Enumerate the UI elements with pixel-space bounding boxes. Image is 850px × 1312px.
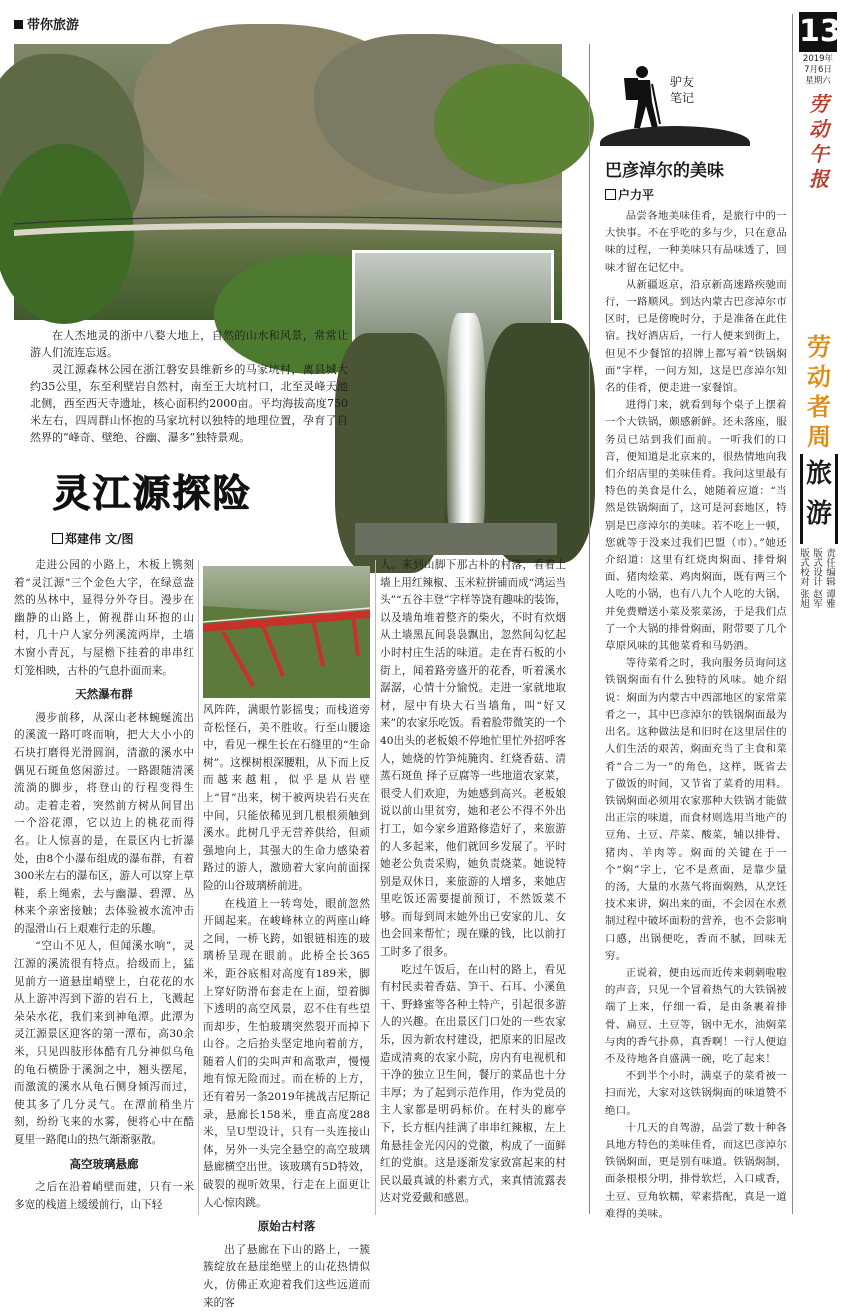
issue-date: 2019年 7月6日 星期六 xyxy=(802,54,834,86)
hiker-icon xyxy=(618,64,662,132)
waterfall-stream xyxy=(447,313,485,543)
square-bullet-icon xyxy=(14,20,23,29)
column-header xyxy=(600,60,750,146)
article-column-1 xyxy=(14,557,194,1217)
side-paragraph: 正说着，便由远而近传来刺刺啦啦的声音，只见一个冒着热气的大铁锅被端了上来，仔细一看，是由条裹着排骨、扁豆、土豆等，锅中无水，油焖菜与肉的香气扑鼻，真香啊！一行人便迫不及待地各自盛满一碗，吃了起来！ xyxy=(605,966,787,1065)
side-paragraph: 不到半个小时，满桌子的菜肴被一扫而光，大家对这铁锅焖面的味道赞不绝口。 xyxy=(605,1070,787,1117)
side-article-author: 户力平 xyxy=(605,186,654,203)
bridge-illustration xyxy=(203,566,370,698)
article-title: 灵江源探险 xyxy=(52,471,253,515)
body-paragraph: 漫步前移，从深山老林蜿蜒流出的溪流一路叮咚而响，把大大小小的石块打磨得光滑圆润，清澈的溪水中偶见石斑鱼悠闲游过。一路跟随清溪流淌的脚步，将登山的行程变得生动。走着走着，突然前方树从间冒出一个浴花潭，它以边上的桃花而得名。让人惊喜的是，在景区内七折瀑处，由8个小瀑布组成的瀑布群，有着300米左右的瀑布区，游人可以穿上草鞋，系上绳索，去与幽瀑、碧潭、丛林来个亲密接触；去体验被水流冲击的湿滑山石上艰难行走的乐趣。 xyxy=(14,711,194,935)
body-paragraph: 之后在沿着峭壁而建，只有一米多宽的栈道上缓缓前行，山下轻 xyxy=(14,1181,194,1211)
glass-bridge-photo xyxy=(203,566,370,698)
side-paragraph: 等待菜肴之时，我向服务员询问这铁锅焖面有什么独特的风味。她介绍说：焖面为内蒙古中西部地区的家常菜肴之一，其中巴彦淖尔的铁锅焖面最为出名。这种做法是和旧时在这里居住的人们生活的艰苦，焖面充当了主食和菜肴“合二为一”的角色，这样，既省去了做饭的时间，又节省了菜肴的用料。铁锅焖面必须用农家那种大铁锅才能做出正宗的味道，而食材则选用当地产的豆角、土豆、芹菜、酸菜，辅以排骨、猪肉、羊肉等。焖面的关键在于一个“焖”字上，它不是煮面，是靠少量的汤，大量的水蒸气将面焖熟，从烹饪技术来讲，焖出来的面，不会因在水煮制过程中破坏面粉的营养，也不会影响口感，出锅便吃，香而不腻，回味无穷。 xyxy=(605,657,787,962)
page-divider xyxy=(589,44,590,1214)
article-byline: 郑建伟 文/图 xyxy=(52,530,134,547)
byline-box-icon xyxy=(605,189,616,200)
body-paragraph: 走进公园的小路上，木板上镌刻着“灵江源”三个金色大字，在绿意盎然的丛林中，显得分外夺目。漫步在幽静的山路上，俯视群山环抱的山村，几十户人家分列溪流两岸，土墙木窗小青瓦，与屋檐下挂着的串串红灯笼相映，古朴的气息扑面而来。 xyxy=(14,559,194,677)
subheading-glass-corridor: 高空玻璃悬廊 xyxy=(69,1156,139,1171)
subheading-village: 原始古村落 xyxy=(257,1219,316,1234)
body-paragraph: 在栈道上一转弯处，眼前忽然开阔起来。在峻峰林立的两座山峰之间，一桥飞跨，如银链相连的玻璃桥呈现在眼前。此桥全长365米，距谷底相对高度有189米，脚上穿好防滑布套走在上面，望着脚下透明的高空风景，忍不住有些望而却步，生怕玻璃突然裂开而掉下山谷。之后抬头坚定地向着前方，随着人们的尖叫声和高歌声，慢慢地有惊无险而过。而在桥的上方，还有着另一条2019年挑战吉尼斯记录，悬廊长158米，垂直高度288米，呈U型设计，只有一头连接山体，另外一头完全悬空的高空玻璃悬廊横空出世。该玻璃有5D特效，破裂的视听效果，行走在上面更让人心惊肉跳。 xyxy=(203,897,370,1209)
byline-box-icon xyxy=(52,533,63,544)
body-paragraph: 人。来到山脚下那古朴的村落，看着土墙上用红辣椒、玉米粒拼铺而成“鸿运当头”“五谷丰登”字样等饶有趣味的装饰，以及墙角堆着整齐的柴火，不时有炊烟从土墙黑瓦间袅袅飘出，忽然间勾忆起小时村庄生活的味道。走在青石板的小街上，闻着路旁盛开的花香，听着溪水潺潺，心情十分愉悦。走进一家就地取材，屋中有块大石当墙角，叫“好又来”的农家乐吃饭。看着脸带微笑的一个40出头的老板娘不停地忙里忙外招呼客人，她烧的竹笋炖腌肉、红烧香菇、清蒸石斑鱼 择子豆腐等一些地道农家菜，很受人们欢迎，为她感到高兴。老板娘说以前山里贫穷，她和老公不得不外出打工，如今家乡道路修造好了，来旅游的人多起来，他们就回乡发展了。平时她老公负责采购，她负责烧菜。她说特别是双休日，来旅游的人增多，来她店里吃饭还需要提前预订，不然饭菜不够。而每到周末她外出已安家的儿、女也会回来帮忙；现在赚的钱，比以前打工时多了很多。 xyxy=(380,559,566,959)
intro-paragraph: 在人杰地灵的浙中八婺大地上，自然的山水和风景，常常让游人们流连忘返。 xyxy=(30,329,348,359)
side-article-title: 巴彦淖尔的美味 xyxy=(605,161,724,181)
article-column-3 xyxy=(380,557,566,1217)
editor-credits: 责任编辑 谭雅 版式设计 赵军 版式校对 张旭 xyxy=(798,548,835,609)
section-tag-label: 带你旅游 xyxy=(27,18,80,33)
side-paragraph: 十几天的自驾游，品尝了数十种各具地方特色的美味佳肴，而这巴彦淖尔铁锅焖面，更是别有味道。铁锅焖制，面条根根分明，排骨软烂，入口咸香，土豆、豆角软糯，荤素搭配，真是一道难得的美味。 xyxy=(605,1121,787,1220)
walkway-illustration xyxy=(14,212,562,238)
newspaper-masthead: 劳 动 午 报 xyxy=(809,92,829,191)
side-paragraph: 品尝各地美味佳肴，是旅行中的一大快事。不在乎吃的多与少，只在意品味的过程，一种美味只有品味透了，回味才留在记忆中。 xyxy=(605,210,787,274)
subheading-waterfall: 天然瀑布群 xyxy=(75,687,133,702)
weekly-title: 劳 动 者 周 xyxy=(807,333,831,451)
column-divider xyxy=(375,560,376,1215)
article-column-2 xyxy=(203,702,370,1309)
waterfall-photo xyxy=(352,250,554,552)
intro-paragraph: 灵江源森林公园在浙江磐安县维新乡的马家坑村，离县城大约35公里，东至利壁岩自然村，南至王大坑村口，北至灵峰天池北侧，西至西天寺遗址，核心面积约2000亩。平均海拔高度750米左右，四周群山怀抱的马家坑村以独特的地理位置，孕育了自然界的“峰奇、壁绝、谷幽、瀑多”独特景观。 xyxy=(30,363,348,444)
body-paragraph: 风阵阵，满眼竹影摇曳；而栈道旁奇松怪石，美不胜收。行至山腰途中，看见一棵生长在石缝里的“生命树”。这棵树根深腰粗，从下而上反而越来越粗，似乎是从岩壁上“冒”出来，树干被两块岩石夹在中间，只能依稀见到几根根须触到溪水。此树几乎无营养供给，但顽强地向上，其强大的生命力感染着路过的游人，激励着大家向前面探险的山谷玻璃桥前进。 xyxy=(203,704,370,892)
side-article-body xyxy=(605,208,787,1220)
body-paragraph: “空山不见人，但闻溪水响”，灵江源的溪流很有特点。拾级而上，猛见前方一道悬崖峭壁上，白花花的水从上游冲泻到下游的岩石上，飞溅起朵朵水花，我们来到神龟潭。此潭为灵江源景区迎客的第一潭布，高30余米，只见四肢形体酷有几分神似乌龟的龟石横卧于溪涧之中，翘头摆尾，而激流的溪水从龟石侧身倾泻而过，使其多了几分灵气。在潭前稍坐片刻，纷纷飞来的水雾，便将心中在酷夏里一路爬山的热气渐渐驱散。 xyxy=(14,940,194,1146)
side-paragraph: 从新疆返京，沿京新高速路疾驰而行，一路顺风。到达内蒙古巴彦淖尔市区时，已是傍晚时分，于是准备在此住宿。找好酒店后，一行人便来到街上，但见不少餐馆的招牌上都写着“铁锅焖面”字样，一问方知，这是巴彦淖尔知名的佳肴，便走进一家餐馆。 xyxy=(605,278,787,395)
side-paragraph: 进得门来，就看到每个桌子上摆着一个大铁锅，颇感新鲜。还未落座，服务员已站到我们面前。一听我们的口音，便知道是北京来的，很热情地向我们介绍店里的美味佳肴。我问这里最有特色的美食是什么，她随着应道：“当然是铁锅焖面了，这可是河套地区，特别是巴彦淖尔的美味。若不吃上一顿，您就等于没来过我们巴盟（市）。”她还介绍道：这里有红烧肉焖面、排骨焖面、猪肉烩菜、鸡肉焖面，既有两三个人吃的小锅，也有八九个人吃的大锅，并免费赠送小菜及浆菜汤，于是我们点了一个大锅的排骨焖面，附带要了几个草原风味的其他菜肴和马奶酒。 xyxy=(605,399,787,653)
article-intro xyxy=(30,327,348,446)
body-paragraph: 吃过午饭后，在山村的路上，看见有村民卖着香菇、笋干、石耳、小溪鱼干、野蜂蜜等各种土特产，引起很多游人的兴趣。在出景区门口处的一些农家乐，因为新农村建设，把原来的旧屋改造成清爽的农家小院，房内有电视机和干净的独立卫生间，餐厅的菜品也十分丰厚；为了起到示范作用，作为党员的主人家都是明码标价。在村头的廊亭下，长方框内挂满了串串红辣椒，左上角悬挂金光闪闪的党徽，构成了一面鲜红的党旗。这是逐渐发家致富起来的村民以最真诚的朴素方式，来真情流露表达对党爱戴和感恩。 xyxy=(380,963,566,1205)
column-label: 驴友 笔记 xyxy=(670,75,695,105)
column-divider xyxy=(198,560,199,1215)
section-tag xyxy=(14,14,79,33)
channel-label: 旅 游 xyxy=(800,454,838,544)
edge-divider xyxy=(792,14,793,1214)
page-number: 13 xyxy=(799,12,837,52)
body-paragraph: 出了悬廊在下山的路上，一簇簇绽放在悬崖绝壁上的山花热情似火，仿佛正欢迎着我们这些远道而来的客 xyxy=(203,1243,370,1309)
